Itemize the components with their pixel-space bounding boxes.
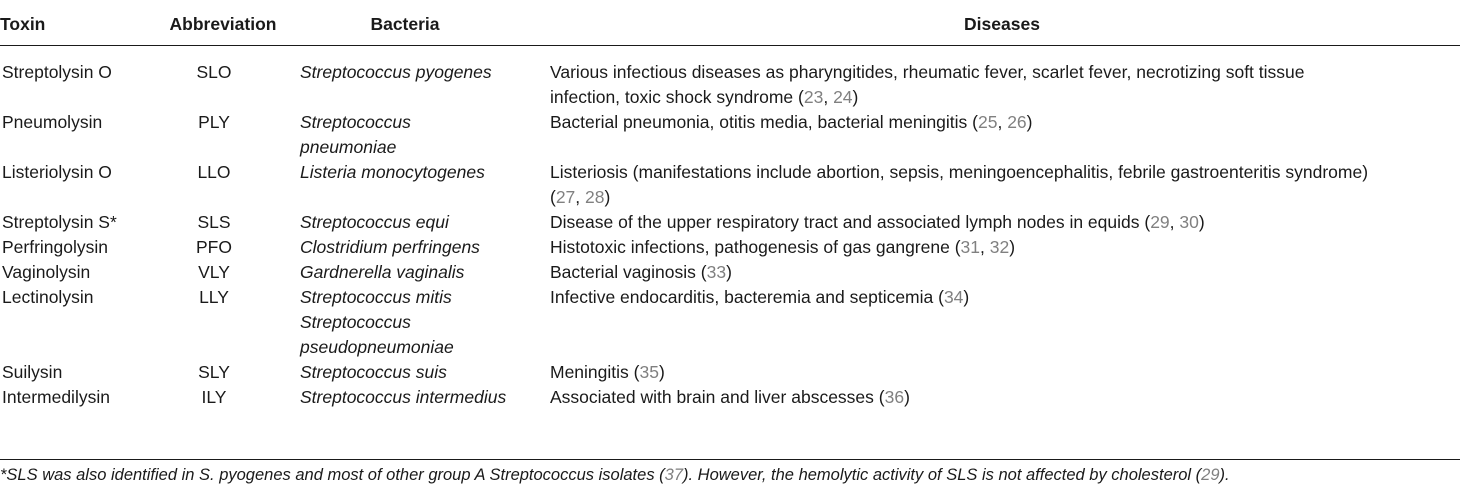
cell-abbreviation: ILY (201, 387, 227, 407)
text-segment: Disease of the upper respiratory tract and associated lymph nodes in equids ( (550, 212, 1151, 232)
cell-abbreviation: PFO (196, 237, 232, 257)
cell-toxin: Vaginolysin (2, 262, 91, 282)
text-segment: ( (550, 187, 556, 207)
cell-toxin: Pneumolysin (2, 112, 103, 132)
text-segment: ) (852, 87, 859, 107)
text-segment: ) (1009, 237, 1016, 257)
text-segment: , (997, 112, 1008, 132)
toxin-table (0, 6, 1460, 418)
reference-link[interactable]: 33 (706, 262, 727, 282)
text-segment: Infective endocarditis, bacteremia and septicemia ( (550, 287, 944, 307)
cell-diseases (544, 46, 1460, 111)
cell-bacteria (296, 360, 544, 385)
cell-abbreviation: SLY (198, 362, 230, 382)
reference-link[interactable]: 32 (989, 237, 1010, 257)
text-segment: ) (726, 262, 732, 282)
reference-link[interactable]: 28 (585, 187, 605, 207)
cell-diseases (544, 160, 1460, 210)
text-segment: , (1169, 212, 1180, 232)
reference-link[interactable]: 24 (833, 87, 853, 107)
table-row (0, 160, 1460, 210)
cell-toxin: Suilysin (2, 362, 63, 382)
header-toxin: Toxin (0, 6, 150, 46)
text-segment: ) (1026, 112, 1033, 132)
reference-link[interactable]: 27 (555, 187, 576, 207)
header-bacteria: Bacteria (296, 6, 544, 46)
reference-link[interactable]: 31 (960, 237, 980, 257)
text-segment: ) (904, 387, 910, 407)
reference-link[interactable]: 37 (664, 466, 684, 484)
reference-link[interactable]: 29 (1201, 466, 1220, 484)
table-header (0, 6, 1460, 46)
text-segment: Listeriosis (manifestations include abortion, sepsis, meningoencephalitis, febrile gastroenteritis syndrome) (550, 162, 1369, 182)
reference-link[interactable]: 30 (1179, 212, 1199, 232)
cell-toxin: Lectinolysin (2, 287, 94, 307)
reference-link[interactable]: 29 (1150, 212, 1170, 232)
text-segment: infection, toxic shock syndrome ( (550, 87, 804, 107)
reference-link[interactable]: 25 (977, 112, 998, 132)
cell-diseases (544, 210, 1460, 235)
text-segment: , (980, 237, 990, 257)
text-segment: ). (1219, 466, 1230, 484)
reference-link[interactable]: 23 (803, 87, 824, 107)
bacteria-line: Clostridium perfringens (300, 237, 480, 257)
text-segment: Associated with brain and liver abscesses ( (550, 387, 885, 407)
text-segment: , (575, 187, 586, 207)
text-segment: Bacterial pneumonia, otitis media, bacterial meningitis ( (550, 112, 978, 132)
text-segment: Bacterial vaginosis ( (550, 262, 707, 282)
bacteria-line: pneumoniae (300, 137, 397, 157)
table-row (0, 360, 1460, 385)
table-body (0, 46, 1460, 419)
reference-link[interactable]: 36 (884, 387, 905, 407)
cell-diseases (544, 360, 1460, 385)
cell-abbreviation: LLO (197, 162, 231, 182)
cell-abbreviation: PLY (198, 112, 230, 132)
text-segment: Histotoxic infections, pathogenesis of gas gangrene ( (550, 237, 961, 257)
cell-toxin: Streptolysin S* (2, 212, 117, 232)
cell-bacteria (296, 260, 544, 285)
table-row (0, 285, 1460, 360)
cell-bacteria (296, 160, 544, 210)
text-segment: ) (963, 287, 970, 307)
table-row (0, 235, 1460, 260)
cell-bacteria (296, 46, 544, 111)
cell-abbreviation: SLO (196, 62, 232, 82)
bacteria-line: Gardnerella vaginalis (300, 262, 465, 282)
cell-toxin: Listeriolysin O (2, 162, 112, 182)
cell-bacteria (296, 385, 544, 418)
cell-abbreviation: SLS (197, 212, 231, 232)
bacteria-line: Streptococcus (300, 112, 411, 132)
text-segment: Various infectious diseases as pharyngitides, rheumatic fever, scarlet fever, necrotizing soft tissue (550, 62, 1305, 82)
cell-toxin: Streptolysin O (2, 62, 112, 82)
table-row (0, 210, 1460, 235)
reference-link[interactable]: 26 (1007, 112, 1027, 132)
cell-abbreviation: LLY (199, 287, 229, 307)
bacteria-line: Streptococcus equi (300, 212, 449, 232)
reference-link[interactable]: 35 (639, 362, 659, 382)
table-row (0, 110, 1460, 160)
header-abbreviation: Abbreviation (150, 6, 296, 46)
table-row (0, 260, 1460, 285)
cell-diseases (544, 385, 1460, 418)
table-row (0, 385, 1460, 418)
cell-diseases (544, 285, 1460, 360)
bottom-rule (0, 459, 1460, 460)
table-row (0, 46, 1460, 111)
bacteria-line: Streptococcus mitis (300, 287, 452, 307)
cell-abbreviation: VLY (198, 262, 230, 282)
text-segment: *SLS was also identified in S. pyogenes and most of other group A Streptococcus isolates ( (0, 466, 665, 484)
text-segment: Meningitis ( (550, 362, 640, 382)
header-diseases: Diseases (544, 6, 1460, 46)
reference-link[interactable]: 34 (943, 287, 964, 307)
bacteria-line: Listeria monocytogenes (300, 162, 485, 182)
text-segment: ) (658, 362, 665, 382)
cell-diseases (544, 260, 1460, 285)
cell-toxin: Intermedilysin (2, 387, 110, 407)
cell-bacteria (296, 285, 544, 360)
bacteria-line: Streptococcus intermedius (300, 387, 507, 407)
bacteria-line: Streptococcus pyogenes (300, 62, 492, 82)
cell-bacteria (296, 235, 544, 260)
text-segment: ) (1198, 212, 1205, 232)
cell-bacteria (296, 110, 544, 160)
cell-diseases (544, 235, 1460, 260)
text-segment: ) (604, 187, 611, 207)
bacteria-line: Streptococcus suis (300, 362, 447, 382)
text-segment: , (823, 87, 834, 107)
cell-toxin: Perfringolysin (2, 237, 109, 257)
cell-bacteria (296, 210, 544, 235)
bacteria-line: pseudopneumoniae (300, 337, 454, 357)
footnote (0, 465, 1460, 485)
text-segment: ). However, the hemolytic activity of SLS is not affected by cholesterol ( (683, 466, 1202, 484)
bacteria-line: Streptococcus (300, 312, 411, 332)
cell-diseases (544, 110, 1460, 160)
